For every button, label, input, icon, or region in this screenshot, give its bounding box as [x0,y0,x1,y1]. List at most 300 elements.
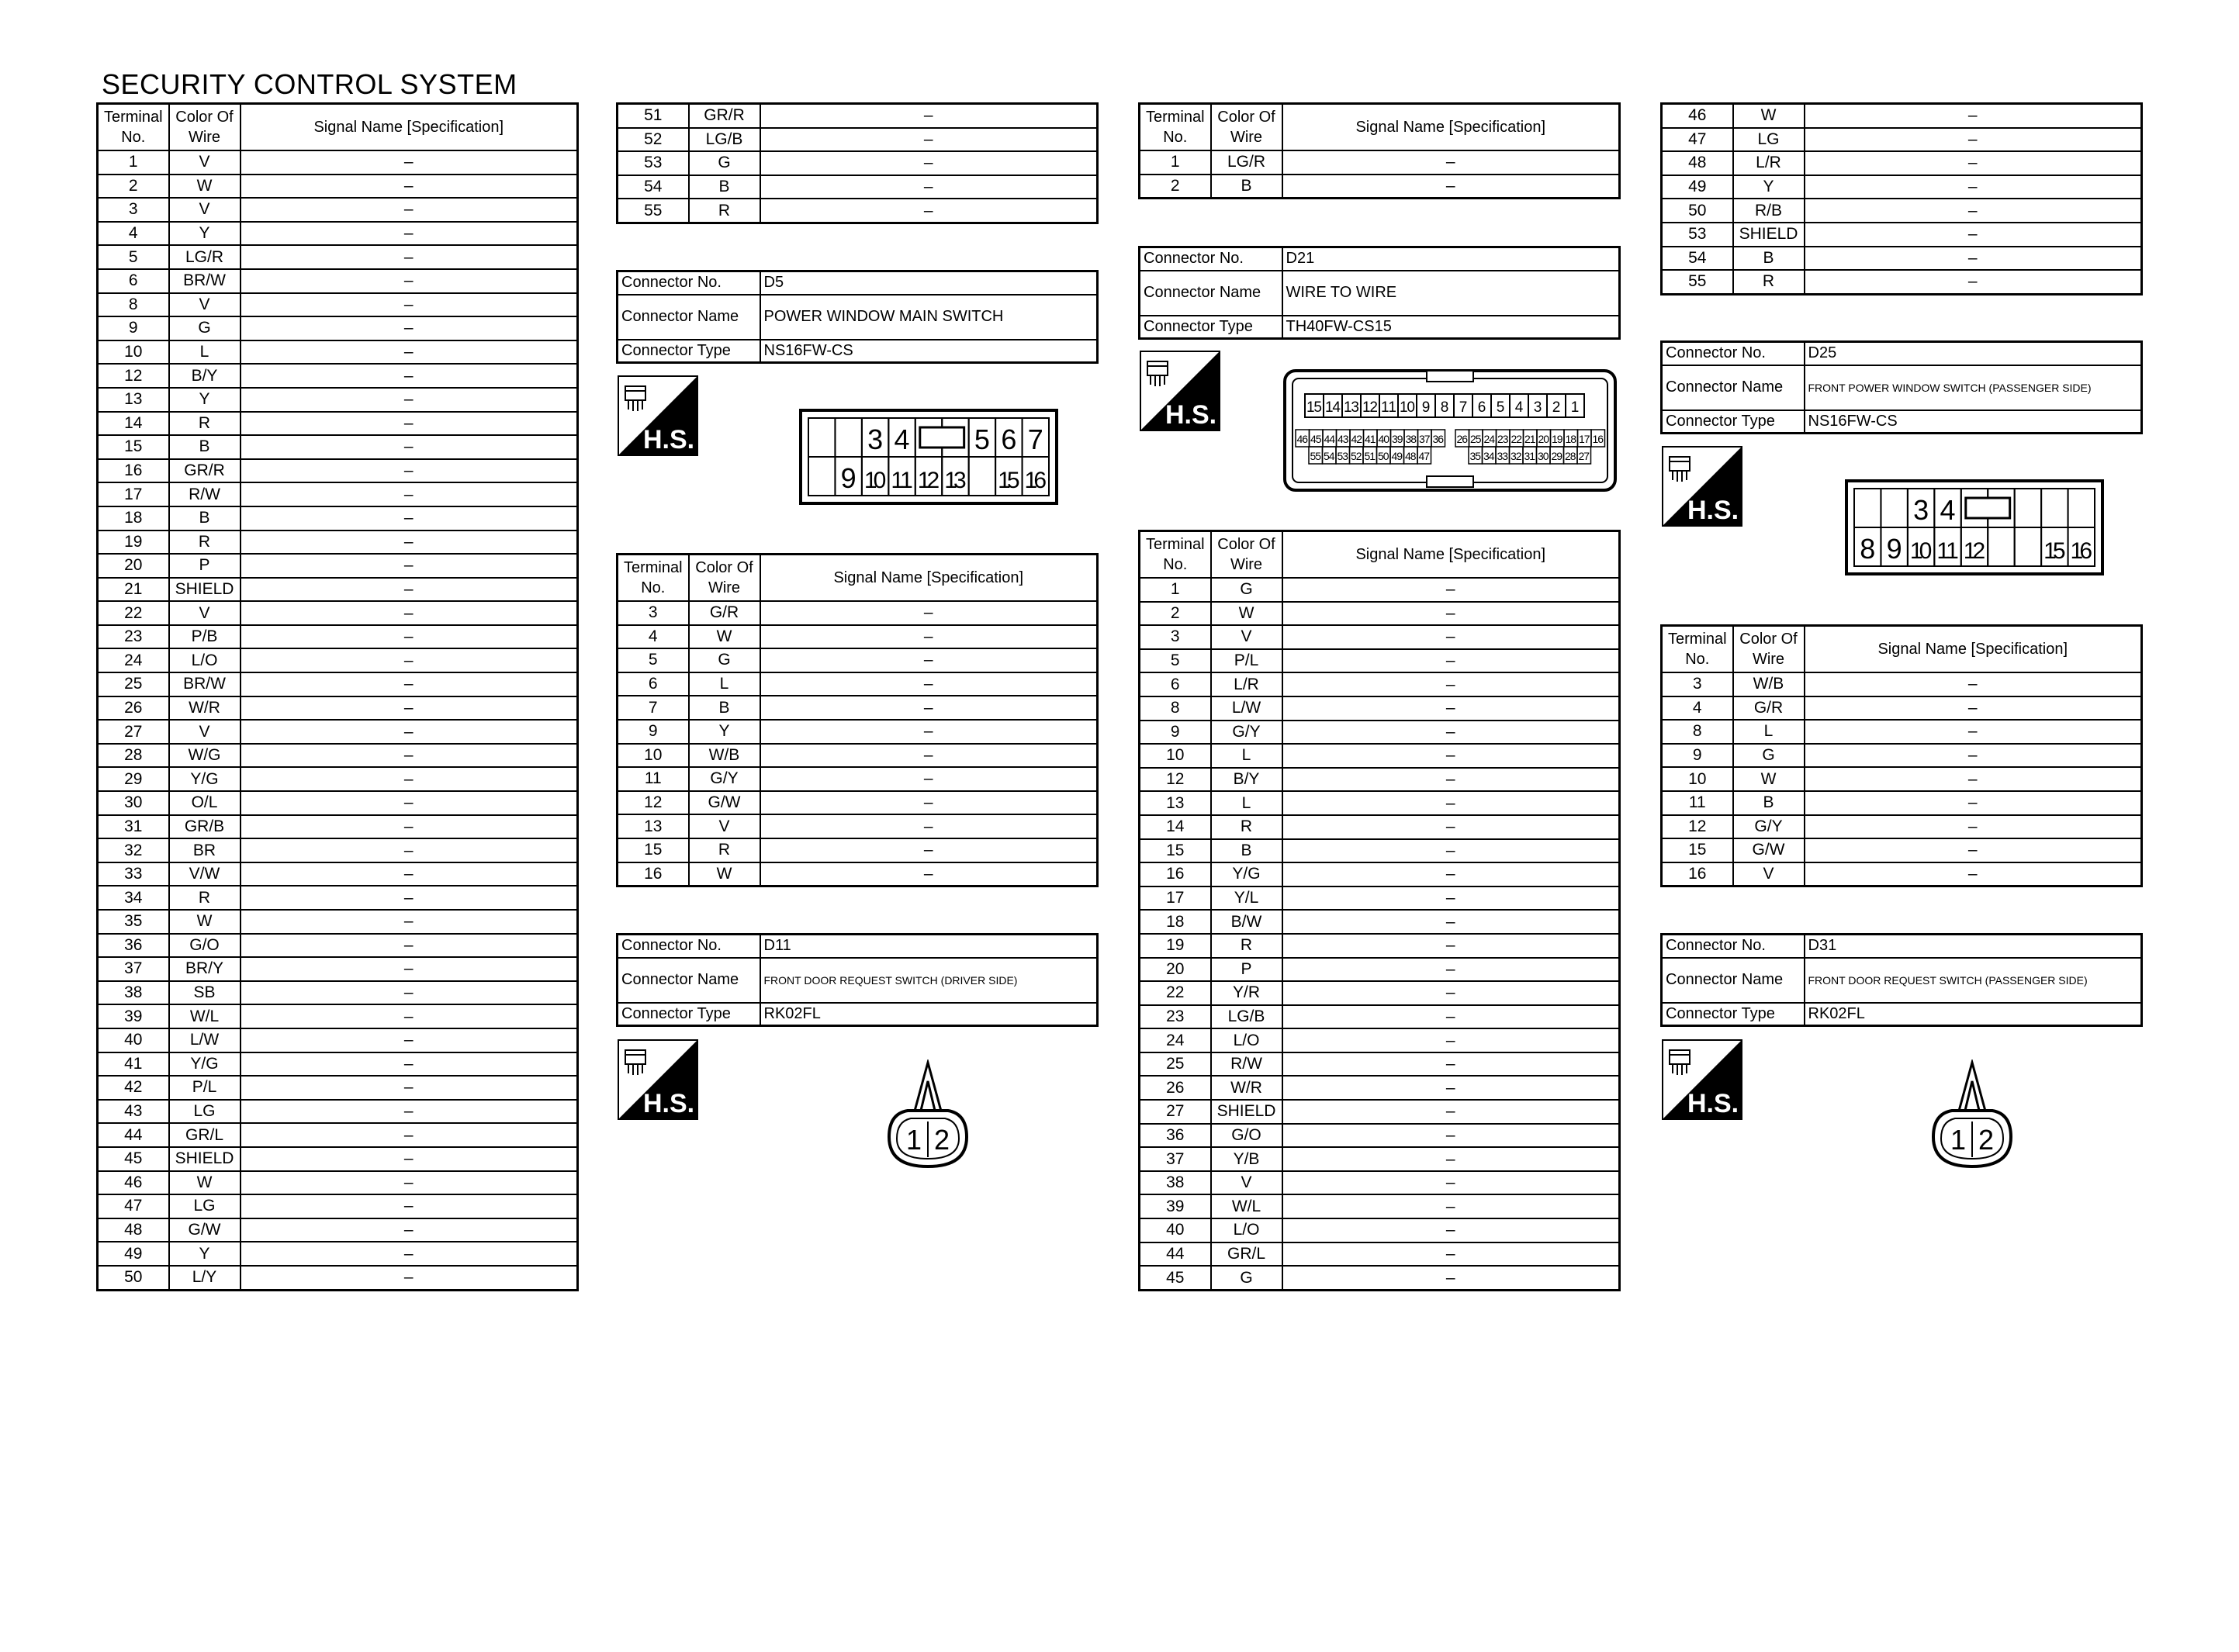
signal-name: – [760,720,1098,744]
wire-color: Y/G [1211,862,1282,886]
wire-color: V/W [169,862,241,886]
terminal-no: 12 [1140,768,1211,792]
pin-number: 13 [944,468,967,493]
wire-color: SHIELD [1211,1100,1282,1124]
label-connector-type: Connector Type [618,340,760,363]
signal-name: – [241,744,578,768]
table-row [98,531,578,555]
wire-color: G [169,316,241,340]
pin-number: 16 [2070,538,2092,564]
pin-number: 40 [1378,433,1389,445]
pin-number: 20 [1538,433,1549,445]
signal-name: – [241,815,578,839]
signal-name: – [1282,1171,1620,1195]
wire-color: Y [169,222,241,246]
hs-connector-glyph [1670,457,1690,471]
table-row [98,1266,578,1290]
wire-color: BR [169,838,241,862]
terminal-no: 44 [1140,1242,1211,1267]
wire-color: W/L [1211,1194,1282,1218]
terminal-table-d5 [616,553,1099,887]
table-row [1140,1076,1620,1100]
wire-color: SHIELD [1733,223,1805,247]
signal-name: – [1282,578,1620,602]
wire-color: L [1211,744,1282,768]
table-row [1662,199,2142,223]
signal-name: – [1282,744,1620,768]
signal-name: – [241,554,578,578]
signal-name: – [760,175,1098,199]
signal-name: – [760,862,1098,886]
table-row [618,838,1098,862]
wire-color: R/W [1211,1052,1282,1077]
wire-color: L [1733,720,1805,744]
header-terminal-no: Terminal No. [1140,104,1211,151]
connector-type-value: NS16FW-CS [1805,410,2142,434]
terminal-no: 2 [1140,175,1211,199]
table-row [1140,791,1620,815]
pin-number: 5 [1496,399,1505,416]
terminal-no: 54 [618,175,689,199]
pin-number: 32 [1511,450,1522,462]
terminal-no: 40 [98,1028,169,1052]
table-row [98,672,578,696]
wire-color: G/O [169,934,241,958]
pin-number: 11 [891,468,913,493]
table-row [1662,862,2142,886]
terminal-no: 12 [98,364,169,388]
terminal-no: 19 [98,531,169,555]
signal-name: – [241,934,578,958]
pin-number: 12 [1963,538,1986,564]
wire-color: G [689,151,760,175]
terminal-no: 45 [98,1147,169,1171]
table-row [1140,910,1620,934]
wire-color: W/G [169,744,241,768]
table-row [1140,886,1620,911]
table-row [618,744,1098,768]
pin-number: 2 [933,1124,950,1156]
connector-type-value: RK02FL [760,1003,1098,1026]
pin-number: 47 [1418,450,1430,462]
signal-name: – [1282,649,1620,673]
terminal-no: 1 [98,150,169,175]
wire-color: P/B [169,625,241,649]
wire-color: G [1211,578,1282,602]
table-row [618,672,1098,696]
terminal-no: 6 [618,672,689,696]
pin-number: 30 [1538,450,1549,462]
signal-name: – [1282,791,1620,815]
table-row [1140,1242,1620,1267]
wire-color: L [1211,791,1282,815]
wire-color: R [169,531,241,555]
terminal-no: 3 [1140,625,1211,649]
wire-color: G/W [1733,838,1805,862]
wire-color: BR/W [169,269,241,293]
signal-name: – [1282,910,1620,934]
terminal-no: 10 [1662,767,1733,791]
pin-number: 54 [1324,450,1335,462]
signal-name: – [1805,104,2142,128]
table-row [1662,838,2142,862]
signal-name: – [1282,934,1620,958]
pin-number: 44 [1324,433,1335,445]
terminal-no: 26 [98,696,169,721]
pin-number: 36 [1432,433,1444,445]
table-row [1140,1052,1620,1077]
signal-name: – [241,1218,578,1242]
table-row [618,814,1098,838]
terminal-no: 15 [1662,838,1733,862]
table-row [98,696,578,721]
terminal-no: 8 [1662,720,1733,744]
wire-color: R [1733,270,1805,294]
table-row [98,886,578,910]
wire-color: V [169,293,241,317]
signal-name: – [1282,815,1620,839]
signal-name: – [241,1147,578,1171]
terminal-no: 55 [1662,270,1733,294]
table-row [98,601,578,625]
connector-no-value: D11 [760,935,1098,958]
signal-name: – [1282,602,1620,626]
label-connector-no: Connector No. [618,271,760,295]
table-row [1662,815,2142,839]
signal-name: – [1282,1052,1620,1077]
wire-color: G/R [689,601,760,625]
pin-number: 25 [1470,433,1482,445]
wire-color: G/W [689,791,760,815]
terminal-no: 53 [1662,223,1733,247]
wire-color: Y/R [1211,981,1282,1005]
pin-number: 12 [1362,399,1378,416]
pin-number: 9 [840,462,856,494]
hs-label: H.S. [642,425,695,454]
label-connector-type: Connector Type [1662,410,1805,434]
signal-name: – [241,316,578,340]
hs-icon [1662,1039,1742,1120]
wire-color: G/Y [1211,721,1282,745]
terminal-no: 16 [98,459,169,483]
wire-color: W [169,175,241,199]
terminal-no: 50 [1662,199,1733,223]
pin-number: 46 [1296,433,1308,445]
signal-name: – [241,957,578,981]
pin-number: 2 [1978,1124,1995,1156]
pin-number: 53 [1337,450,1348,462]
table-row [98,767,578,791]
label-connector-no: Connector No. [618,935,760,958]
hs-icon [1662,446,1742,527]
terminal-no: 47 [1662,128,1733,152]
signal-name: – [1282,625,1620,649]
table-row [1140,1147,1620,1171]
wire-color: B/W [1211,910,1282,934]
pin-number: 26 [1456,433,1468,445]
header-terminal-no: Terminal No. [98,104,169,151]
pin-number: 11 [1936,538,1959,564]
header-terminal-no: Terminal No. [618,555,689,602]
terminal-no: 12 [1662,815,1733,839]
signal-name: – [760,199,1098,223]
wire-color: LG/B [1211,1005,1282,1029]
signal-name: – [241,981,578,1005]
wire-color: GR/L [1211,1242,1282,1267]
table-row [618,625,1098,649]
pin-number: 23 [1497,433,1509,445]
table-row [1662,270,2142,294]
signal-name: – [1282,839,1620,863]
terminal-no: 5 [618,648,689,672]
terminal-no: 14 [98,412,169,436]
pin-number: 28 [1565,450,1576,462]
signal-name: – [1282,768,1620,792]
hs-connector-glyph [625,1050,645,1064]
table-row [618,696,1098,720]
signal-name: – [760,648,1098,672]
label-connector-name: Connector Name [1140,271,1282,316]
hs-icon [1140,351,1220,431]
terminal-no: 25 [1140,1052,1211,1077]
wire-color: LG/B [689,128,760,152]
terminal-no: 2 [1140,602,1211,626]
signal-name: – [241,340,578,365]
connector-latch-top [1427,371,1473,382]
table-row [1140,768,1620,792]
table-row [1140,649,1620,673]
wire-color: W [1733,767,1805,791]
wire-color: GR/R [169,459,241,483]
wire-color: Y [689,720,760,744]
connector-type-value: RK02FL [1805,1003,2142,1026]
signal-name: – [1805,128,2142,152]
pin-number: 48 [1405,450,1417,462]
wire-color: W [689,625,760,649]
table-row [1140,744,1620,768]
signal-name: – [241,459,578,483]
wire-color: W/R [169,696,241,721]
pin-number: 24 [1483,433,1495,445]
table-row [98,1100,578,1124]
table-row [1140,602,1620,626]
signal-name: – [1805,815,2142,839]
wire-color: R/W [169,482,241,506]
pin-number: 50 [1378,450,1389,462]
signal-name: – [241,1266,578,1290]
signal-name: – [1805,696,2142,721]
table-row [98,222,578,246]
wire-color: V [1211,1171,1282,1195]
signal-name: – [1282,862,1620,886]
pin-number: 45 [1310,433,1322,445]
terminal-no: 13 [618,814,689,838]
table-row [618,862,1098,886]
pin-number: 21 [1524,433,1536,445]
terminal-no: 17 [98,482,169,506]
connector-arrow [914,1063,942,1114]
table-row [98,815,578,839]
signal-name: – [241,198,578,222]
signal-name: – [241,1004,578,1028]
signal-name: – [241,364,578,388]
table-row [1140,862,1620,886]
signal-name: – [241,886,578,910]
table-row [1140,696,1620,721]
signal-name: – [241,1123,578,1147]
terminal-no: 36 [1140,1124,1211,1148]
table-row [1140,1194,1620,1218]
pin-number: 8 [1860,533,1876,565]
table-row [1140,578,1620,602]
pin-number: 13 [1344,399,1359,416]
table-row [98,791,578,815]
terminal-no: 5 [98,245,169,269]
terminal-table-b [616,102,1099,224]
table-row [1662,104,2142,128]
wire-color: W [1211,602,1282,626]
wire-color: O/L [169,791,241,815]
signal-name: – [241,601,578,625]
terminal-no: 17 [1140,886,1211,911]
wire-color: W/B [689,744,760,768]
wire-color: BR/W [169,672,241,696]
label-connector-type: Connector Type [618,1003,760,1026]
connector-type-value: NS16FW-CS [760,340,1098,363]
hs-icon [618,375,698,456]
signal-name: – [1805,767,2142,791]
pin-number: 3 [1533,399,1542,416]
table-row [1662,672,2142,696]
table-row [98,1004,578,1028]
pin-number: 14 [1325,399,1341,416]
table-row [98,578,578,602]
table-row [98,506,578,531]
signal-name: – [760,767,1098,791]
table-row [1662,696,2142,721]
connector-key [1966,498,2010,518]
table-row [618,648,1098,672]
wire-color: V [1733,862,1805,886]
table-row [98,838,578,862]
hs-label: H.S. [642,1089,695,1118]
table-row [98,744,578,768]
table-row [1140,1124,1620,1148]
signal-name: – [1805,838,2142,862]
wire-color: G [1733,744,1805,768]
signal-name: – [241,175,578,199]
pin-number: 19 [1552,433,1563,445]
pin-number: 12 [917,468,940,493]
signal-name: – [1282,1076,1620,1100]
pin-number: 9 [1886,533,1902,565]
wire-color: Y [1733,175,1805,199]
connector-info-d11 [616,933,1099,1027]
table-row [1662,791,2142,815]
terminal-no: 30 [98,791,169,815]
wire-color: B [1733,247,1805,271]
wire-color: Y/B [1211,1147,1282,1171]
header-terminal-no: Terminal No. [1662,626,1733,673]
signal-name: – [760,744,1098,768]
wire-color: V [169,601,241,625]
table-row [618,720,1098,744]
table-row [1140,672,1620,696]
pin-number: 35 [1469,450,1481,462]
pin-number: 33 [1497,450,1508,462]
terminal-no: 55 [618,199,689,223]
signal-name: – [241,1242,578,1266]
terminal-no: 2 [98,175,169,199]
signal-name: – [241,388,578,412]
wire-color: V [169,720,241,744]
signal-name: – [1282,1100,1620,1124]
table-row [1140,981,1620,1005]
wire-color: G/R [1733,696,1805,721]
wire-color: B [169,435,241,459]
wire-color: LG [1733,128,1805,152]
terminal-no: 31 [98,815,169,839]
terminal-no: 13 [1140,791,1211,815]
terminal-no: 32 [98,838,169,862]
wire-color: W/B [1733,672,1805,696]
terminal-no: 6 [1140,672,1211,696]
connector-info-d5 [616,270,1099,364]
signal-name: – [241,672,578,696]
pin-number: 7 [1459,399,1468,416]
wire-color: L/W [1211,696,1282,721]
pin-number: 55 [1310,450,1321,462]
wire-color: G [1211,1266,1282,1290]
pin-number: 16 [1024,468,1047,493]
wire-color: W [169,910,241,934]
label-connector-no: Connector No. [1662,935,1805,958]
table-row [1140,625,1620,649]
table-row [618,601,1098,625]
table-row [98,957,578,981]
signal-name: – [1282,1147,1620,1171]
signal-name: – [1805,199,2142,223]
signal-name: – [1282,150,1620,175]
table-row [1140,958,1620,982]
pin-number: 17 [1579,433,1590,445]
terminal-no: 10 [98,340,169,365]
wire-color: R [689,838,760,862]
pin-number: 52 [1351,450,1362,462]
hs-label: H.S. [1687,496,1739,525]
pin-number: 7 [1027,423,1043,455]
signal-name: – [1282,1242,1620,1267]
wire-color: V [169,150,241,175]
signal-name: – [1282,1124,1620,1148]
wire-color: LG/R [1211,150,1282,175]
connector-no-value: D5 [760,271,1098,295]
pin-number: 10 [863,468,887,493]
wire-color: L/O [1211,1218,1282,1242]
signal-name: – [241,1028,578,1052]
terminal-no: 21 [98,578,169,602]
pin-number: 15 [998,468,1020,493]
terminal-no: 52 [618,128,689,152]
terminal-no: 50 [98,1266,169,1290]
header-signal-name: Signal Name [Specification] [760,555,1098,602]
signal-name: – [1282,958,1620,982]
terminal-no: 23 [1140,1005,1211,1029]
table-row [98,720,578,744]
wire-color: G/O [1211,1124,1282,1148]
signal-name: – [1282,1266,1620,1290]
header-color-of-wire: Color Of Wire [1211,531,1282,579]
